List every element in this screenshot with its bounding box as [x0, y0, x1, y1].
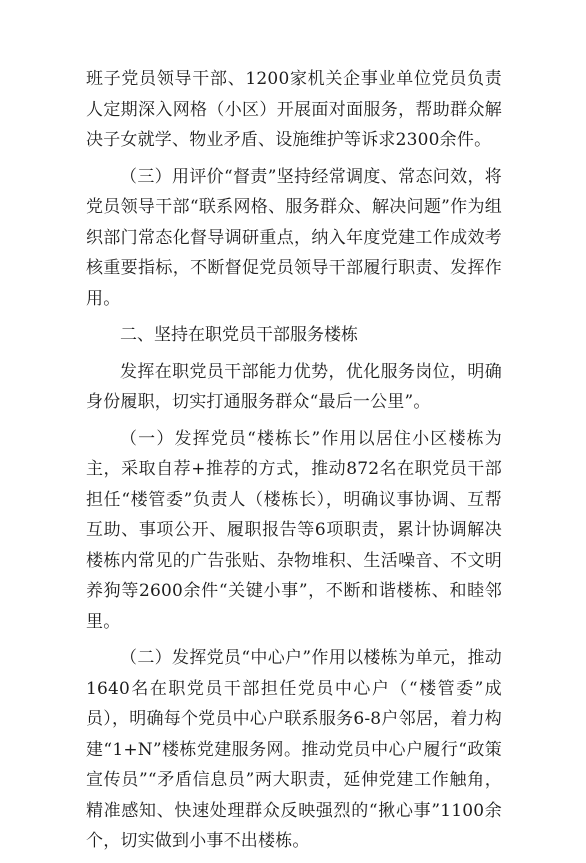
document-body [86, 64, 502, 863]
paragraph-item-two: （二）发挥党员“中心户”作用以楼栋为单元，推动1640名在职党员干部担任党员中心户（“楼管委”成员），明确每个党员中心户联系服务6-8户邻居，着力构建“1+N”楼栋党建服务网。推动党员中心户履行“政策宣传员”“矛盾信息员”两大职责，延伸党建工作触角，精准感知、快速处理群众反映强烈的“揪心事”1100余个，切实做到小事不出楼栋。 [86, 648, 502, 851]
paragraph-section-intro: 发挥在职党员干部能力优势，优化服务岗位，明确身份履职，切实打通服务群众“最后一公里”。 [86, 361, 502, 412]
paragraph-item-one: （一）发挥党员“楼栋长”作用以居住小区楼栋为主，采取自荐+推荐的方式，推动872名在职党员干部担任“楼管委”负责人（楼栋长），明确议事协调、互帮互助、事项公开、履职报告等6项职责，累计协调解决楼栋内常见的广告张贴、杂物堆积、生活噪音、不文明养狗等2600余件“关键小事”，不断和谐楼栋、和睦邻里。 [86, 428, 502, 632]
paragraph-item-three: （三）用评价“督责”坚持经常调度、常态问效，将党员领导干部“联系网格、服务群众、解决问题”作为组织部门常态化督导调研重点，纳入年度党建工作成效考核重要指标，不断督促党员领导干部履行职责、发挥作用。 [86, 166, 502, 309]
section-heading-two: 二、坚持在职党员干部服务楼栋 [120, 325, 358, 345]
paragraph-continuation: 班子党员领导干部、1200家机关企事业单位党员负责人定期深入网格（小区）开展面对面服务，帮助群众解决子女就学、物业矛盾、设施维护等诉求2300余件。 [86, 69, 502, 150]
